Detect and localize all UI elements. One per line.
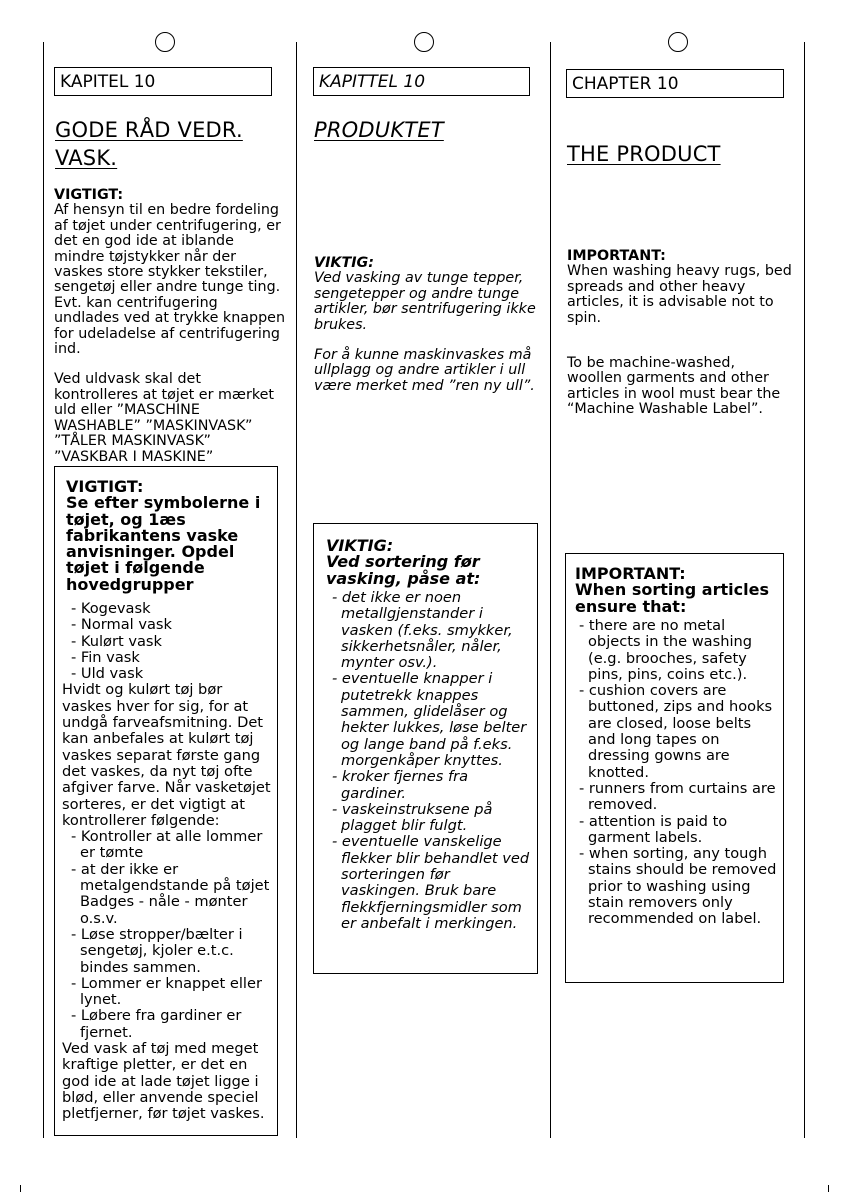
wool-text: Ved uldvask skal det kontrolleres at tøjet er mærket uld eller ”MASCHINE WASHABLE” ”MASKINVASK” ”TÅLER MASKINVASK” ”VASKBAR I MASKINE” [54,371,275,465]
page-title-english: THE PRODUCT [567,142,721,166]
important-text: Ved vasking av tunge tepper, sengetepper og andre tunge artikler, bør sentrifugering ikke brukes. [314,270,536,333]
important-section-danish [54,188,286,465]
page-title-norwegian: PRODUKTET [314,118,444,142]
box-title: VIGTIGT: Se efter symbolerne i tøjet, og 1æs fabrikantens vaske anvisninger. Opdel tøjet i følgende hovedgrupper [66,477,261,594]
list-item: - vaskeinstruksene på plagget blir fulgt. [332,800,493,835]
important-section-english [567,249,792,418]
list-item: - when sorting, any tough stains should be removed prior to washing using stain removers only recommended on label. [579,845,777,928]
language-circle-icon [414,32,434,52]
column-divider [43,42,44,1138]
box-body [576,618,781,928]
color-text: Hvidt og kulørt tøj bør vaskes hver for sig, for at undgå farveafsmitning. Det kan anbefales at kulørt tøj vaskes separat første gang det vaskes, da nyt tøj ofte afgiver farve. Når vasketøjet sorteres, er det vigtigt at kontrollerer følgende: [62,681,271,829]
language-circle-icon [668,32,688,52]
important-text: Af hensyn til en bedre fordeling af tøjet under centrifugering, er det en god ide at iblande mindre tøjstykker når der vaskes store stykker tekstiler, sengetøj eller andre tunge ting. Evt. kan centrifugering undlades ved at trykke knappen for udeladelse af centrifugering ind. [54,202,286,358]
chapter-box-english [566,69,784,98]
page-edge-mark [20,1185,21,1192]
list-item: - attention is paid to garment labels. [579,812,728,846]
list-item: - Løse stropper/bælter i sengetøj, kjoler e.t.c. bindes sammen. [71,925,243,976]
important-label: VIKTIG: [314,255,374,271]
info-box-english [565,553,784,983]
box-title: VIKTIG: Ved sortering før vasking, påse at: [326,536,481,588]
chapter-title: KAPITEL 10 [60,72,156,92]
list-item: - kroker fjernes fra gardiner. [332,768,469,802]
list-item: - there are no metal objects in the washing (e.g. brooches, safety pins, pins, coins etc.). [579,617,753,683]
list-item: - Kogevask [71,600,151,617]
box-title: IMPORTANT: When sorting articles ensure that: [575,564,769,616]
list-item: - Lommer er knappet eller lynet. [71,974,262,1009]
list-item: - det ikke er noen metallgjenstander i vasken (f.eks. smykker, sikkerhetsnåler, nåler, mynter osv.). [332,589,513,672]
wool-text: To be machine-washed, woollen garments and other articles in wool must bear the “Machine Washable Label”. [567,355,781,418]
column-divider [804,42,805,1138]
page-title-danish [55,116,243,172]
list-item: - runners from curtains are removed. [579,779,776,814]
chapter-box-danish [54,67,272,96]
info-box-danish [54,466,278,1136]
info-box-norwegian [313,523,538,974]
language-circle-icon [155,32,175,52]
heading-line: VASK. [55,146,118,170]
stains-text: Ved vask af tøj med meget kraftige pletter, er det en god ide at lade tøjet ligge i blød, eller anvende speciel pletfjerner, før tøjet vaskes. [62,1040,265,1123]
important-text: When washing heavy rugs, bed spreads and other heavy articles, it is advisable not to spin. [567,263,792,326]
important-label: IMPORTANT: [567,248,666,264]
important-label: VIGTIGT: [54,187,124,203]
list-item: - Løbere fra gardiner er fjernet. [71,1007,242,1041]
wool-text: For å kunne maskinvaskes må ullplagg og andre artikler i ull være merket med ”ren ny ull”. [314,347,535,394]
list-item: - cushion covers are buttoned, zips and hooks are closed, loose belts and long tapes on dressing gowns are knotted. [579,682,773,781]
column-divider [296,42,297,1138]
chapter-box-norwegian [313,67,530,96]
list-item: - eventuelle knapper i putetrekk knappes sammen, glidelåser og hekter lukkes, løse belter og lange band på f.eks. morgenkåper knyttes. [332,670,527,769]
page-edge-mark [828,1185,829,1192]
box-body [62,600,276,1123]
list-item: - Kulørt vask [71,632,162,650]
chapter-title: CHAPTER 10 [572,74,679,94]
list-item: - Uld vask [71,665,144,683]
important-section-norwegian [314,256,546,394]
list-item: - at der ikke er metalgendstande på tøjet Badges - nåle - mønter o.s.v. [71,860,270,927]
list-item: - Kontroller at alle lommer er tømte [71,828,263,862]
box-body [329,590,531,932]
list-item: - eventuelle vanskelige flekker blir behandlet ved sorteringen før vaskingen. Bruk bare flekkfjerningsmidler som er anbefalt i merkingen. [332,833,530,932]
list-item: - Normal vask [71,616,172,634]
chapter-title: KAPITTEL 10 [319,72,426,92]
list-item: - Fin vask [71,648,140,666]
column-divider [550,42,551,1138]
heading-line: GODE RÅD VEDR. [55,118,243,142]
